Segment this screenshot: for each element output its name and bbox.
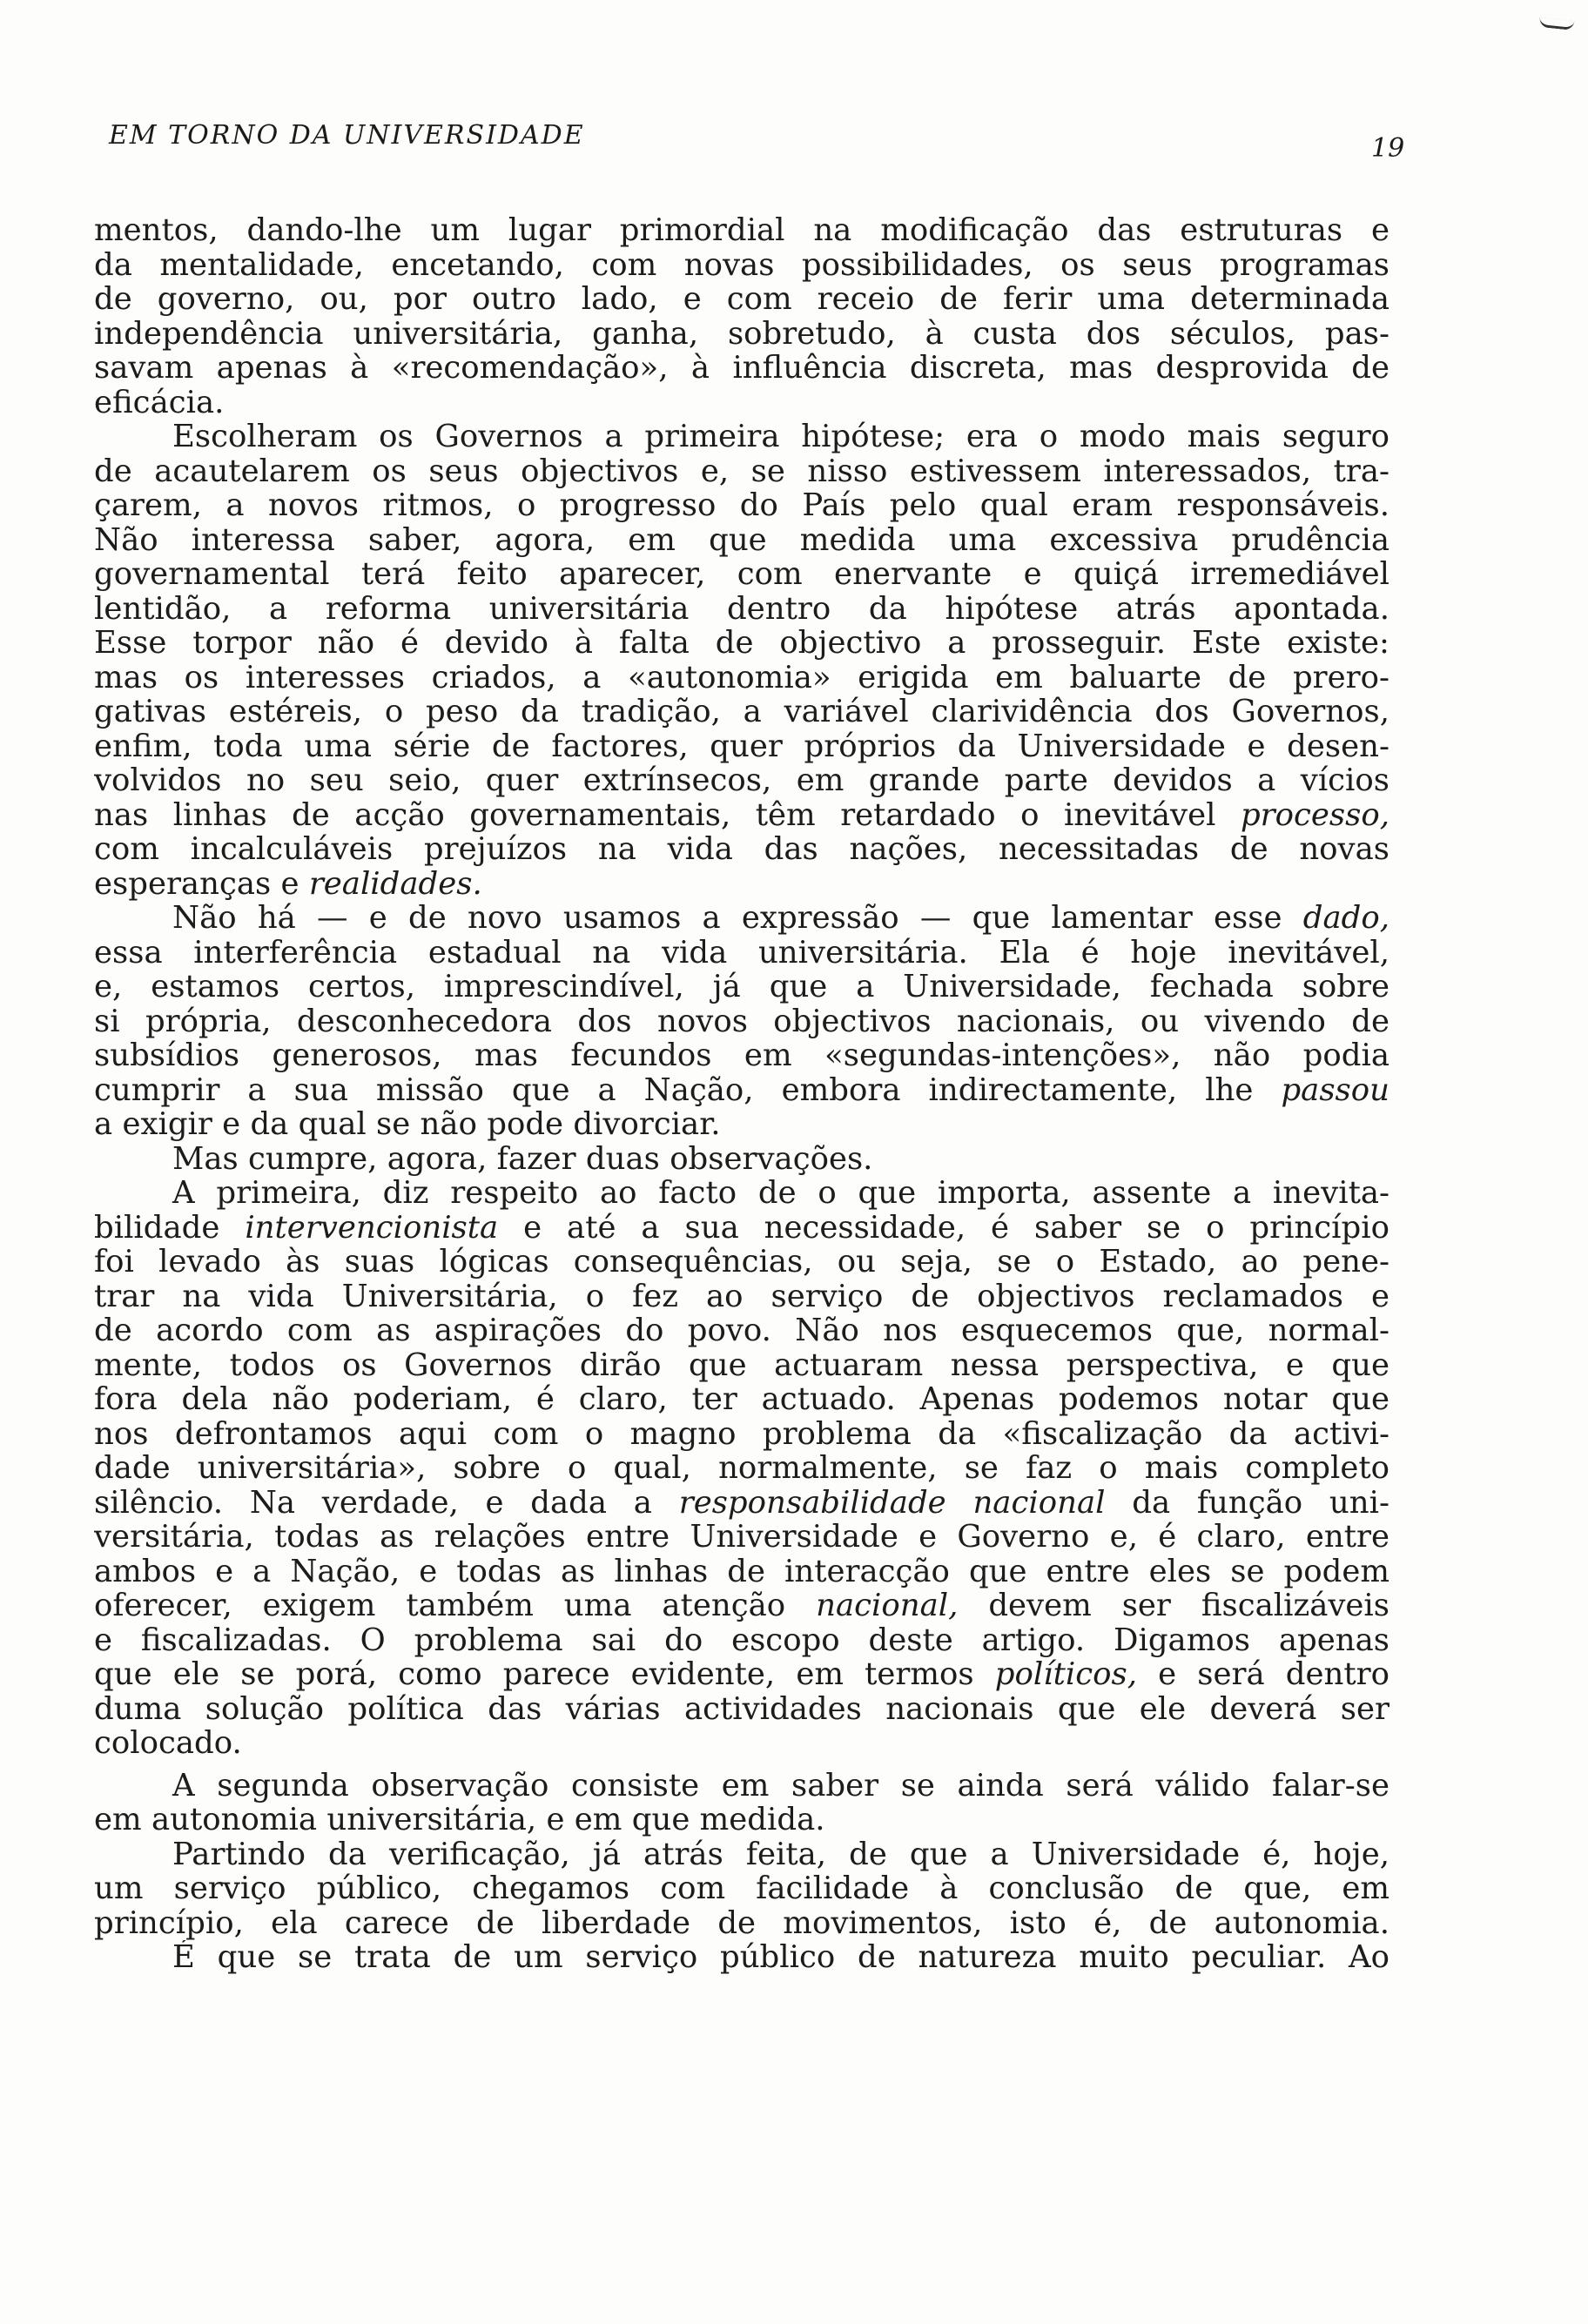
- text-segment: e até a sua necessidade, é saber se o princípio: [498, 1210, 1390, 1245]
- text-segment: Não há — e de novo usamos a expressão — que lamentar esse: [172, 901, 1303, 936]
- text-line: foi levado às suas lógicas consequências, ou seja, se o Estado, ao pene-: [94, 1245, 1390, 1280]
- text-line: volvidos no seu seio, quer extrínsecos, em grande parte devidos a vícios: [94, 763, 1390, 798]
- running-head-title: EM TORNO DA UNIVERSIDADE: [109, 120, 585, 151]
- text-line: eficácia.: [94, 385, 225, 420]
- italic-term: intervencionista: [245, 1210, 499, 1245]
- text-line: çarem, a novos ritmos, o progresso do País pelo qual eram responsáveis.: [94, 488, 1390, 523]
- text-line: gativas estéreis, o peso da tradição, a variável clarividência dos Governos,: [94, 695, 1390, 729]
- text-line: versitária, todas as relações entre Universidade e Governo e, é claro, entre: [94, 1520, 1390, 1555]
- text-line: É que se trata de um serviço público de natureza muito peculiar. Ao: [172, 1940, 1390, 1975]
- text-line: duma solução política das várias actividades nacionais que ele deverá ser: [94, 1691, 1390, 1726]
- text-line: da mentalidade, encetando, com novas possibilidades, os seus programas: [94, 247, 1390, 282]
- text-line: trar na vida Universitária, o fez ao serviço de objectivos reclamados e: [94, 1279, 1390, 1313]
- text-line: Partindo da verificação, já atrás feita, de que a Universidade é, hoje,: [172, 1837, 1390, 1871]
- text-segment: nas linhas de acção governamentais, têm retardado o inevitável: [94, 797, 1241, 832]
- text-line: princípio, ela carece de liberdade de movimentos, isto é, de autonomia.: [94, 1905, 1390, 1940]
- text-line: subsídios generosos, mas fecundos em «segundas-intenções», não podia: [94, 1038, 1390, 1073]
- text-segment: devem ser fiscalizáveis: [958, 1589, 1390, 1623]
- text-line: [94, 1657, 1390, 1692]
- italic-term: políticos,: [994, 1657, 1137, 1692]
- text-line: colocado.: [94, 1726, 242, 1761]
- text-line: a exigir e da qual se não pode divorciar.: [94, 1107, 721, 1142]
- text-line: mentos, dando-lhe um lugar primordial na modificação das estruturas e: [94, 213, 1390, 248]
- text-line: Não interessa saber, agora, em que medida uma excessiva prudência: [94, 522, 1390, 557]
- text-segment: bilidade: [94, 1210, 246, 1245]
- text-line: e fiscalizadas. O problema sai do escopo deste artigo. Digamos apenas: [94, 1622, 1390, 1657]
- text-line: essa interferência estadual na vida universitária. Ela é hoje inevitável,: [94, 935, 1390, 970]
- body-text: [94, 213, 1390, 1975]
- text-line: um serviço público, chegamos com facilidade à conclusão de que, em: [94, 1871, 1390, 1906]
- text-line: fora dela não poderiam, é claro, ter actuado. Apenas podemos notar que: [94, 1382, 1390, 1417]
- text-line: A primeira, diz respeito ao facto de o que importa, assente a inevita-: [172, 1176, 1390, 1211]
- text-line: Escolheram os Governos a primeira hipótese; era o modo mais seguro: [172, 420, 1390, 454]
- italic-term: dado,: [1302, 901, 1390, 936]
- text-segment: e será dentro: [1136, 1657, 1390, 1692]
- text-line: nos defrontamos aqui com o magno problema da «fiscalização da activi-: [94, 1416, 1390, 1451]
- text-segment: da função uni-: [1105, 1485, 1390, 1520]
- text-line: Mas cumpre, agora, fazer duas observações.: [172, 1141, 873, 1176]
- text-line: ambos e a Nação, e todas as linhas de interacção que entre eles se podem: [94, 1554, 1390, 1589]
- text-line: de governo, ou, por outro lado, e com receio de ferir uma determinada: [94, 282, 1390, 317]
- text-line: de acordo com as aspirações do povo. Não nos esquecemos que, normal-: [94, 1313, 1390, 1348]
- text-line: si própria, desconhecedora dos novos objectivos nacionais, ou vivendo de: [94, 1004, 1390, 1038]
- text-line: [94, 1589, 1390, 1623]
- italic-term: nacional,: [816, 1589, 959, 1623]
- text-line: com incalculáveis prejuízos na vida das nações, necessitadas de novas: [94, 832, 1390, 867]
- text-line: e, estamos certos, imprescindível, já que a Universidade, fechada sobre: [94, 970, 1390, 1004]
- text-line: [94, 1073, 1390, 1108]
- text-line: [94, 901, 1390, 936]
- text-line: enfim, toda uma série de factores, quer próprios da Universidade e desen-: [94, 729, 1390, 763]
- text-line: Esse torpor não é devido à falta de objectivo a prosseguir. Este existe:: [94, 626, 1390, 661]
- text-line: [94, 1486, 1390, 1521]
- text-line: de acautelarem os seus objectivos e, se nisso estivessem interessados, tra-: [94, 453, 1390, 488]
- text-line: mente, todos os Governos dirão que actuaram nessa perspectiva, e que: [94, 1347, 1390, 1382]
- italic-term: passou: [1281, 1072, 1390, 1107]
- text-line: independência universitária, ganha, sobretudo, à custa dos séculos, pas-: [94, 316, 1390, 351]
- italic-term: processo,: [1240, 797, 1390, 832]
- page-corner-mark: [1539, 17, 1575, 30]
- text-line: A segunda observação consiste em saber se ainda será válido falar-se: [172, 1768, 1390, 1803]
- text-line: [94, 867, 1390, 902]
- italic-term: responsabilidade nacional: [678, 1485, 1106, 1520]
- text-segment: esperanças e: [94, 866, 309, 901]
- text-segment: silêncio. Na verdade, e dada a: [94, 1485, 679, 1520]
- italic-term: realidades.: [308, 866, 482, 901]
- text-line: [94, 798, 1390, 833]
- text-line: [94, 1211, 1390, 1246]
- text-line: governamental terá feito aparecer, com enervante e quiçá irremediável: [94, 557, 1390, 592]
- page-number: 19: [1371, 133, 1405, 164]
- text-line: mas os interesses criados, a «autonomia» erigida em baluarte de prero-: [94, 660, 1390, 695]
- text-line: em autonomia universitária, e em que medida.: [94, 1803, 825, 1837]
- text-line: lentidão, a reforma universitária dentro da hipótese atrás apontada.: [94, 591, 1390, 626]
- text-segment: cumprir a sua missão que a Nação, embora indirectamente, lhe: [94, 1072, 1282, 1107]
- text-line: dade universitária», sobre o qual, normalmente, se faz o mais completo: [94, 1451, 1390, 1486]
- text-segment: que ele se porá, como parece evidente, em termos: [94, 1657, 995, 1692]
- text-line: savam apenas à «recomendação», à influência discreta, mas desprovida de: [94, 351, 1390, 386]
- text-segment: oferecer, exigem também uma atenção: [94, 1589, 817, 1623]
